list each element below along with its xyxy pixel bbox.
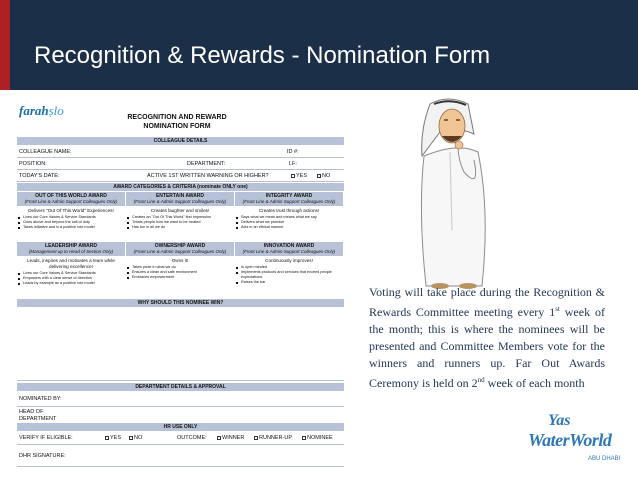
verify-no-checkbox[interactable]	[129, 436, 133, 440]
award-criteria	[126, 215, 234, 230]
criteria-item: Creates an "Out Of This World" first impression	[132, 215, 234, 220]
yes-label: YES	[296, 173, 308, 179]
row-dhr-signature[interactable]	[17, 445, 344, 467]
award-sub: (Front Line & Admin Support Colleagues Only)	[133, 249, 227, 254]
outcome-label: OUTCOME:	[177, 435, 207, 441]
award-desc: Delivers "Out Of This World" Experiences!	[28, 208, 114, 213]
warning-no[interactable]	[317, 170, 330, 182]
row-verify	[17, 432, 344, 445]
criteria-item: Takes pride in what we do	[132, 265, 234, 270]
criteria-item: Takes initiative and is a positive role model	[23, 225, 125, 230]
why-nominee-textarea[interactable]	[17, 308, 344, 381]
award-criteria	[17, 215, 125, 230]
award-desc: Creates trust through actions!	[258, 208, 320, 213]
criteria-item: Raises the bar	[241, 280, 343, 285]
award-sub: (Front Line & Admin Support Colleagues Only)	[133, 199, 227, 204]
yas-waterworld-logo	[528, 412, 632, 474]
criteria-item: Ensures a clean and safe environment	[132, 270, 234, 275]
criteria-item: Leads by example as a positive role model	[23, 281, 125, 286]
award-sub: (Front Line & Admin Support Colleagues Only)	[242, 199, 336, 204]
verify-no-label: NO	[134, 435, 143, 441]
verify-yes-label: YES	[110, 435, 122, 441]
verify-yes-checkbox[interactable]	[105, 436, 109, 440]
award-desc: Owns it!	[171, 258, 189, 263]
award-entertain[interactable]	[126, 192, 234, 230]
award-criteria	[126, 265, 234, 280]
award-criteria	[235, 265, 343, 285]
award-sub: (Front Line & Admin Support Colleagues Only)	[24, 199, 118, 204]
award-name: LEADERSHIP AWARD	[45, 243, 97, 249]
nominee-checkbox[interactable]	[302, 436, 306, 440]
verify-no[interactable]	[129, 432, 142, 445]
award-criteria	[17, 271, 125, 286]
head-signature-label: HEAD OF DEPARTMENT	[19, 409, 57, 422]
character-illustration	[360, 90, 520, 290]
nomination-form	[17, 101, 344, 477]
form-title	[97, 113, 257, 131]
award-name: INTEGRITY AWARD	[265, 193, 313, 199]
form-title-line2: NOMINATION FORM	[143, 123, 211, 130]
department-label: DEPARTMENT:	[187, 161, 226, 167]
award-name: ENTERTAIN AWARD	[155, 193, 205, 199]
section-hr-use: HR USE ONLY	[17, 423, 344, 431]
outcome-runner-up[interactable]	[254, 432, 292, 445]
award-name: INNOVATION AWARD	[263, 243, 315, 249]
award-name: OWNERSHIP AWARD	[154, 243, 206, 249]
warning-label: ACTIVE 1ST WRITTEN WARNING OR HIGHER?	[147, 173, 269, 179]
section-colleague-details: COLLEAGUE DETAILS	[17, 137, 344, 145]
award-ownership[interactable]	[126, 242, 234, 280]
farah-logo	[19, 103, 64, 119]
section-dept-approval: DEPARTMENT DETAILS & APPROVAL	[17, 383, 344, 391]
todays-date-label: TODAY'S DATE:	[19, 173, 60, 179]
criteria-item: Has fun in all we do	[132, 225, 234, 230]
position-label: POSITION:	[19, 161, 47, 167]
award-desc: Leads, inspires and motivates a team while delivering excellence!	[27, 258, 115, 269]
no-checkbox[interactable]	[317, 174, 321, 178]
dhr-signature-label: DHR SIGNATURE:	[19, 453, 66, 459]
criteria-item: Goes above and beyond the call of duty	[23, 220, 125, 225]
yas-logo-sub: ABU DHABI	[588, 456, 621, 462]
verify-label: VERIFY IF ELIGIBLE:	[19, 435, 73, 441]
award-sub: (Management up to Head of Section Only)	[28, 249, 114, 254]
lf-label: LF:	[289, 161, 297, 167]
voting-text-1: Voting will take place during the Recognition & Rewards Committee meeting every 1	[369, 285, 605, 319]
row-date	[17, 170, 344, 182]
award-desc: Creates laughter and smiles!	[150, 208, 210, 213]
section-award-categories: AWARD CATEGORIES & CRITERIA (nominate ONLY one)	[17, 183, 344, 191]
criteria-item: Delivers what we promise	[241, 220, 343, 225]
row-nominated-by[interactable]	[17, 392, 344, 407]
logo-suffix: ṣlo	[48, 103, 64, 118]
outcome-nominee[interactable]	[302, 432, 333, 445]
row-position	[17, 158, 344, 170]
winner-label: WINNER	[222, 435, 245, 441]
form-title-line1: RECOGNITION AND REWARD	[127, 114, 227, 121]
award-innovation[interactable]	[235, 242, 343, 285]
voting-sup-2: nd	[477, 376, 485, 384]
row-colleague-name	[17, 146, 344, 158]
runner-up-checkbox[interactable]	[254, 436, 258, 440]
criteria-item: Says what we mean and means what we say	[241, 215, 343, 220]
award-criteria	[235, 215, 343, 230]
slide-title: Recognition & Rewards - Nomination Form	[34, 42, 491, 69]
runner-up-label: RUNNER-UP	[259, 435, 292, 441]
yes-checkbox[interactable]	[291, 174, 295, 178]
criteria-item: Is open minded	[241, 265, 343, 270]
award-integrity[interactable]	[235, 192, 343, 230]
voting-text-3: week of each month	[484, 376, 585, 390]
criteria-item: Lives our Core Values & Service Standards	[23, 215, 125, 220]
logo-prefix: farah	[19, 103, 49, 118]
award-desc: Continuously improves!	[265, 258, 313, 263]
warning-yes[interactable]	[291, 170, 307, 182]
criteria-item: Empowers with a clear sense of direction	[23, 276, 125, 281]
section-why-nominee: WHY SHOULD THIS NOMINEE WIN?	[17, 299, 344, 307]
criteria-item: Lives our Core Values & Service Standards	[23, 271, 125, 276]
voting-text-2: week of the month; this is where the nominees will be presented and Committee Members vote for the winners and runners up. Far Out Awards Ceremony is held on 2	[369, 305, 605, 390]
id-label: ID #:	[287, 149, 299, 155]
verify-yes[interactable]	[105, 432, 121, 445]
no-label: NO	[322, 173, 331, 179]
award-sub: (Front Line & Admin Support Colleagues Only)	[242, 249, 336, 254]
outcome-winner[interactable]	[217, 432, 244, 445]
title-bar	[0, 0, 638, 90]
criteria-item: Treats people how we want to be treated	[132, 220, 234, 225]
winner-checkbox[interactable]	[217, 436, 221, 440]
voting-description	[369, 284, 605, 392]
yas-logo-top: Yas	[548, 412, 571, 429]
criteria-item: Acts in an ethical manner	[241, 225, 343, 230]
yas-logo-main: WaterWorld	[528, 430, 612, 450]
voting-sup-1: st	[555, 305, 560, 313]
colleague-name-label: COLLEAGUE NAME:	[19, 149, 72, 155]
criteria-item: Implements products and services that exceed people expectations	[241, 270, 343, 280]
criteria-item: Embraces empowerment	[132, 275, 234, 280]
award-out-of-this-world[interactable]	[17, 192, 125, 230]
nominated-by-label: NOMINATED BY:	[19, 396, 62, 402]
title-accent	[0, 0, 10, 90]
award-leadership[interactable]	[17, 242, 125, 286]
nominee-label: NOMINEE	[307, 435, 333, 441]
award-name: OUT OF THIS WORLD AWARD	[35, 193, 107, 199]
